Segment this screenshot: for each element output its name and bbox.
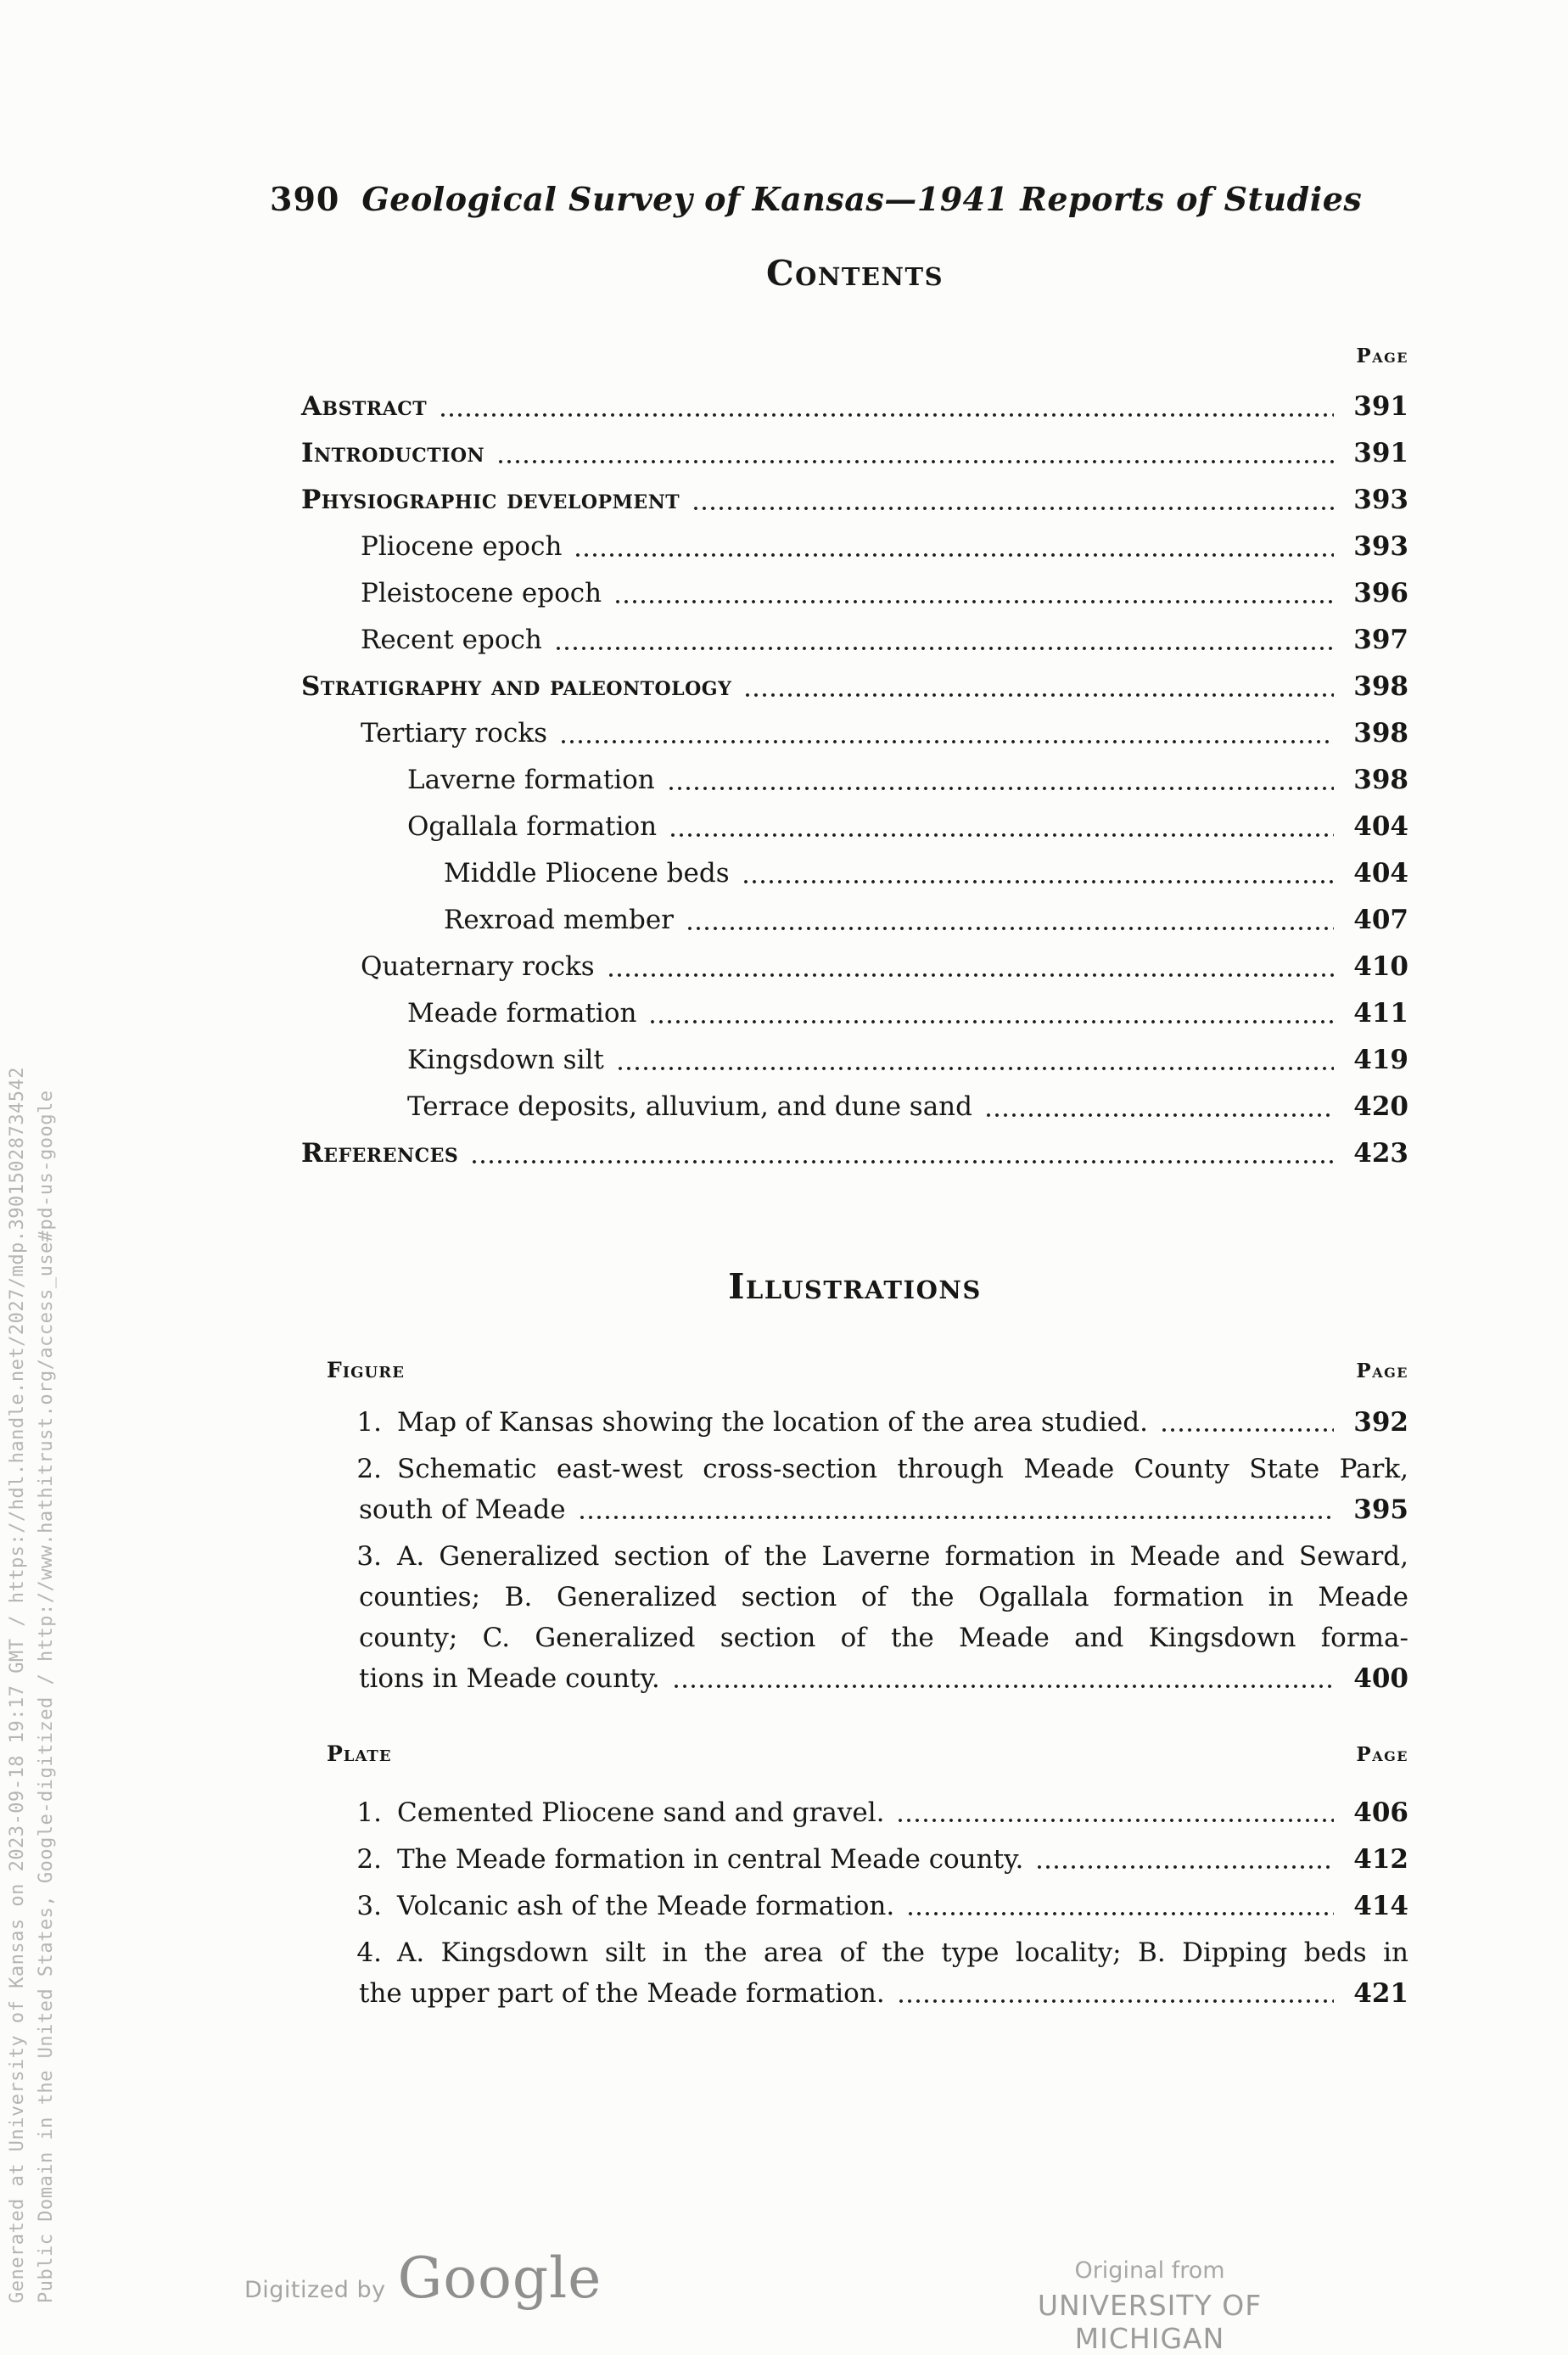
table-of-contents [301,384,1408,1177]
toc-entry-label: Recent epoch [361,625,542,655]
plate-number: 4. [356,1937,382,1968]
toc-entry-page: 398 [1353,765,1408,795]
toc-entry [301,897,1408,944]
dotted-leader [692,504,1334,513]
dotted-leader [470,1158,1334,1166]
digitized-by-text: Digitized by [244,2277,386,2303]
toc-entry [301,524,1408,570]
plate-item [301,1886,1408,1926]
plate-item [301,1792,1408,1833]
toc-entry [301,1037,1408,1084]
plate-caption: The Meade formation in central Meade county. [397,1844,1024,1875]
contents-page-label-row [301,345,1408,367]
toc-entry-page: 396 [1353,578,1408,608]
dotted-leader [607,971,1334,979]
toc-entry [301,1084,1408,1130]
toc-entry [301,570,1408,617]
dotted-leader [686,924,1334,933]
plate-number: 3. [356,1891,382,1921]
dotted-leader [559,737,1334,746]
plate-item [301,1839,1408,1880]
google-digitized-footer [244,2246,602,2311]
toc-entry-page: 391 [1353,438,1408,468]
plate-list [301,1792,1408,2020]
toc-entry-page: 420 [1353,1091,1408,1122]
toc-entry-page: 398 [1353,718,1408,749]
contents-page-label: Page [1356,345,1408,367]
dotted-leader [616,1064,1334,1073]
toc-entry-label: Kingsdown silt [407,1045,604,1075]
figure-list [301,1402,1408,1705]
dotted-leader [1160,1426,1334,1434]
figure-caption-line: A. Generalized section of the Laverne formation in Meade and Seward, [397,1541,1408,1572]
toc-entry-label: Quaternary rocks [361,951,595,982]
toc-entry-label: Rexroad member [444,905,674,935]
dotted-leader [896,1816,1334,1825]
dotted-leader [743,691,1334,699]
header-page-number: 390 [270,180,340,218]
toc-entry [301,990,1408,1037]
toc-entry-page: 411 [1353,998,1408,1029]
figure-item [301,1536,1408,1699]
figure-number: 1. [356,1407,382,1438]
plate-caption: Volcanic ash of the Meade formation. [397,1891,895,1921]
figure-page-label: Page [1356,1360,1408,1382]
toc-entry-page: 398 [1353,671,1408,702]
dotted-leader [439,411,1334,419]
toc-entry [301,477,1408,524]
toc-entry-label: Abstract [301,391,428,422]
toc-entry-page: 419 [1353,1045,1408,1075]
plate-columns-row [301,1741,1408,1766]
toc-entry [301,664,1408,710]
toc-entry-page: 393 [1353,531,1408,562]
toc-entry [301,710,1408,757]
figure-page: 400 [1353,1663,1408,1694]
toc-entry-page: 410 [1353,951,1408,982]
toc-entry [301,1130,1408,1177]
toc-entry [301,757,1408,804]
dotted-leader [672,1682,1334,1691]
figure-label: Figure [327,1358,405,1382]
figure-item [301,1449,1408,1530]
figure-columns-row [301,1358,1408,1382]
figure-page: 392 [1353,1407,1408,1438]
toc-entry [301,804,1408,850]
plate-label: Plate [327,1741,392,1766]
dotted-leader [742,878,1334,886]
toc-entry [301,944,1408,990]
toc-entry-label: Introduction [301,438,485,468]
figure-caption-line: south of Meade [359,1494,566,1525]
dotted-leader [667,784,1334,793]
running-header [270,180,1362,218]
toc-entry-label: Terrace deposits, alluvium, and dune sand [407,1091,972,1122]
figure-number: 2. [356,1454,382,1484]
toc-entry-page: 393 [1353,485,1408,515]
toc-entry-page: 397 [1353,625,1408,655]
contents-heading: Contents [765,253,944,294]
figure-caption-line: counties; B. Generalized section of the Ogallala formation in Meade [359,1582,1408,1612]
google-logo: Google [397,2246,602,2311]
plate-caption-line: the upper part of the Meade formation. [359,1978,885,2009]
figure-caption-line: Schematic east-west cross-section through Meade County State Park, [397,1454,1408,1484]
toc-entry-label: Stratigraphy and paleontology [301,671,732,702]
toc-entry-page: 404 [1353,811,1408,842]
watermark-public-domain-line: Public Domain in the United States, Google-digitized / http://www.hathitrust.org/access_use#pd-us-google [36,1090,57,2303]
dotted-leader [906,1909,1334,1918]
toc-entry-label: Physiographic development [301,485,680,515]
plate-caption: Cemented Pliocene sand and gravel. [397,1797,885,1828]
illustrations-heading: Illustrations [728,1266,982,1307]
toc-entry-page: 407 [1353,905,1408,935]
figure-item [301,1402,1408,1443]
plate-page: 412 [1353,1844,1408,1875]
plate-number: 2. [356,1844,382,1875]
toc-entry-label: Pleistocene epoch [361,578,602,608]
toc-entry-label: Laverne formation [407,765,655,795]
toc-entry [301,850,1408,897]
dotted-leader [496,457,1334,466]
dotted-leader [574,551,1334,559]
toc-entry-page: 404 [1353,858,1408,889]
toc-entry-label: Ogallala formation [407,811,658,842]
toc-entry-label: Meade formation [407,998,637,1029]
toc-entry-page: 423 [1353,1138,1408,1169]
dotted-leader [669,831,1334,839]
figure-number: 3. [356,1541,382,1572]
figure-caption-line: county; C. Generalized section of the Meade and Kingsdown forma- [359,1623,1408,1653]
dotted-leader [554,644,1334,653]
toc-entry [301,430,1408,477]
dotted-leader [984,1111,1334,1119]
original-from-text: Original from [1074,2257,1225,2284]
header-book-title: Geological Survey of Kansas—1941 Reports of Studies [361,180,1363,218]
figure-caption: Map of Kansas showing the location of the area studied. [397,1407,1148,1438]
plate-page: 421 [1353,1978,1408,2009]
toc-entry-page: 391 [1353,391,1408,422]
plate-number: 1. [356,1797,382,1828]
toc-entry [301,384,1408,430]
toc-entry [301,617,1408,664]
plate-page-label: Page [1356,1743,1408,1766]
original-from-footer [967,2257,1332,2355]
plate-page: 406 [1353,1797,1408,1828]
figure-page: 395 [1353,1494,1408,1525]
toc-entry-label: Tertiary rocks [361,718,548,749]
toc-entry-label: Pliocene epoch [361,531,563,562]
dotted-leader [613,597,1334,606]
figure-caption-line: tions in Meade county. [359,1663,660,1694]
dotted-leader [897,1997,1334,2005]
toc-entry-label: References [301,1138,459,1169]
watermark-generated-line: Generated at University of Kansas on 2023-09-18 19:17 GMT / https://hdl.handle.net/2027/mdp.39015028734542 [7,1067,28,2303]
dotted-leader [648,1018,1334,1026]
dotted-leader [1035,1863,1334,1871]
toc-entry-label: Middle Pliocene beds [444,858,730,889]
dotted-leader [578,1513,1334,1522]
plate-item [301,1932,1408,2014]
institution-text: UNIVERSITY OF MICHIGAN [1037,2289,1263,2355]
plate-page: 414 [1353,1891,1408,1921]
plate-caption-line: A. Kingsdown silt in the area of the type locality; B. Dipping beds in [397,1937,1408,1968]
